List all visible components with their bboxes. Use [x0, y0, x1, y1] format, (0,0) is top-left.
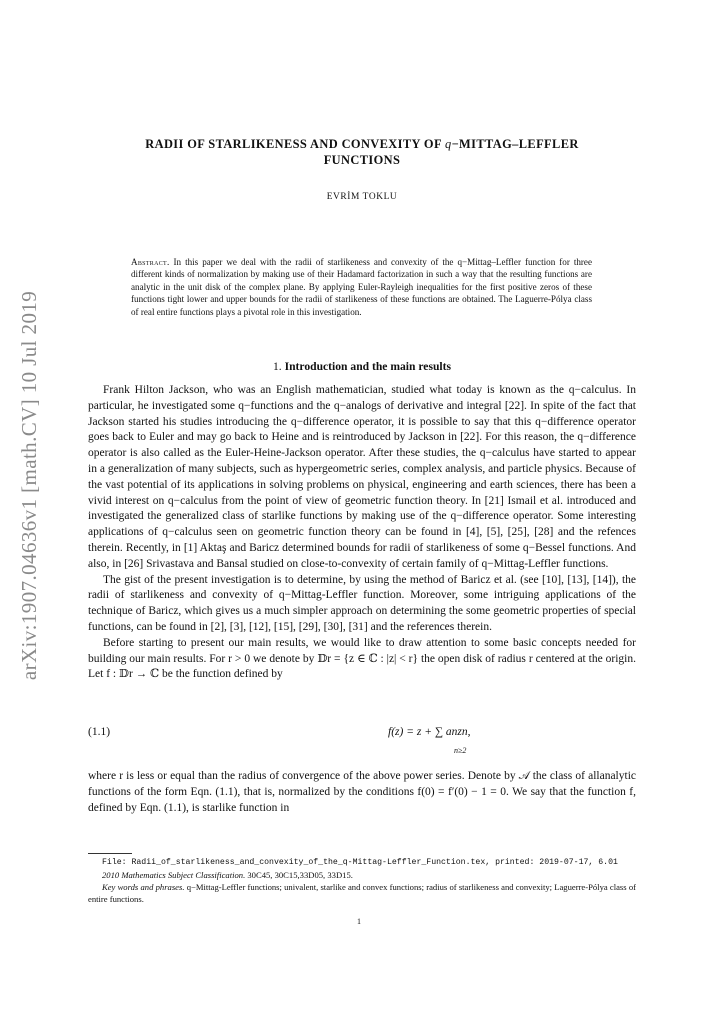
author-name: EVRİM TOKLU	[326, 192, 398, 202]
section-heading	[88, 360, 636, 373]
arxiv-identifier	[10, 285, 50, 685]
arxiv-identifier-text: arXiv:1907.04636v1 [math.CV] 10 Jul 2019	[17, 290, 42, 680]
keywords-text: q−Mittag-Leffler functions; univalent, starlike and convex functions; radius of starlikeness and convexity; Laguerre-Pólya class of entire functions.	[88, 882, 636, 904]
paragraph-3: Before starting to present our main results, we would like to draw attention to some basic concepts needed for building our main results. For r > 0 we denote by 𝔻r = {z ∈ ℂ : |z| < r} the open disk of radius r centered at the origin. Let f : 𝔻r → ℂ be the function defined by	[88, 636, 636, 681]
equation-sum-subscript: n≥2	[454, 746, 467, 755]
paragraph-1: Frank Hilton Jackson, who was an English mathematician, studied what today is known as the q−calculus. In particular, he investigated some q−functions and the q−analogs of derivative and integral [22]. In spite of the fact that Jackson started his studies introducing the q−difference operator, it is possible to say that this q−difference operator goes back to Euler and may go back to Heine and is reintroduced by Jackson in [22]. For this reason, the q−difference operator is also called as the Euler-Heine-Jackson operator. After these studies, the q−calculus have started to appear in a generalization of many subjects, such as hypergeometric series, complex analysis, and particle physics. Because of the vast potential of its applications in solving problems on physical, engineering and earth sciences, there has been a vivid interest on q−calculus from the point of view of geometric function theory. In [21] Ismail et al. introduced and investigated the generalized class of starlike functions by making use of the q−difference operator. Some interesting applications of q−calculus seen on geometric function theory can be found in [4], [5], [25], [28] and the refences therein. Recently, in [1] Aktaş and Baricz determined bounds for radii of starlikeness of some q−Bessel functions. And also, in [26] Srivastava and Bansal studied on close-to-convexity of certain family of q−Mittag-Leffler functions.	[88, 384, 636, 570]
title-line-2: FUNCTIONS	[323, 153, 401, 167]
page-number: 1	[357, 917, 361, 926]
footnotes	[88, 857, 636, 905]
title-q-symbol: q	[444, 137, 452, 151]
paper-title	[88, 136, 636, 168]
keywords-label: Key words and phrases.	[102, 882, 185, 892]
msc-codes: 30C45, 30C15,33D05, 33D15.	[247, 870, 353, 880]
equation-1-1	[88, 722, 636, 755]
abstract-text: In this paper we deal with the radii of starlikeness and convexity of the q−Mittag–Leffler function for three different kinds of normalization by making use of their Hadamard factorization in such a way that the resulting functions are analytic in the unit disk of the complex plane. By applying Euler-Rayleigh inequalities for the first positive zeros of these functions tight lower and upper bounds for the radii of starlikeness of these functions are obtained. The Laguerre-Pólya class of real entire functions plays a pivotal role in this investigation.	[131, 257, 592, 317]
abstract-label: Abstract.	[131, 257, 170, 267]
main-text	[88, 383, 636, 683]
title-line-1-end: −MITTAG–LEFFLER	[451, 137, 579, 151]
section-title-text: Introduction and the main results	[284, 360, 452, 373]
section-number: 1.	[272, 360, 282, 373]
paragraph-2: The gist of the present investigation is to determine, by using the method of Baricz et al. (see [10], [13], [14]), the radii of starlikeness and convexity of q−Mittag-Leffler function. Moreover, some intriguing applications of the technique of Baricz, which gives us a much simpler approach on determining the some geometric properties of special functions, can be found in [2], [3], [12], [15], [29], [30], [31] and the references therein.	[88, 573, 636, 633]
footnote-rule	[88, 853, 132, 854]
footnote-keywords	[88, 881, 636, 905]
msc-label: 2010 Mathematics Subject Classification.	[102, 870, 246, 880]
footnote-msc	[88, 869, 636, 881]
footnote-file: File: Radii_of_starlikeness_and_convexity_of_the_q-Mittag-Leffler_Function.tex, printed: 2019-07-17, 6.01	[102, 858, 618, 867]
main-text-continued	[88, 769, 636, 816]
equation-body: f(z) = z + ∑ anzn,	[388, 726, 471, 738]
abstract	[131, 256, 592, 318]
paragraph-4: where r is less or equal than the radius of convergence of the above power series. Denote by 𝒜 the class of allanalytic functions of the form Eqn. (1.1), that is, normalized by the conditions f(0) = f′(0) − 1 = 0. We say that the function f, defined by Eqn. (1.1), is starlike function in	[88, 770, 636, 814]
equation-number: (1.1)	[88, 726, 111, 738]
title-line-1: RADII OF STARLIKENESS AND CONVEXITY OF	[145, 137, 442, 151]
